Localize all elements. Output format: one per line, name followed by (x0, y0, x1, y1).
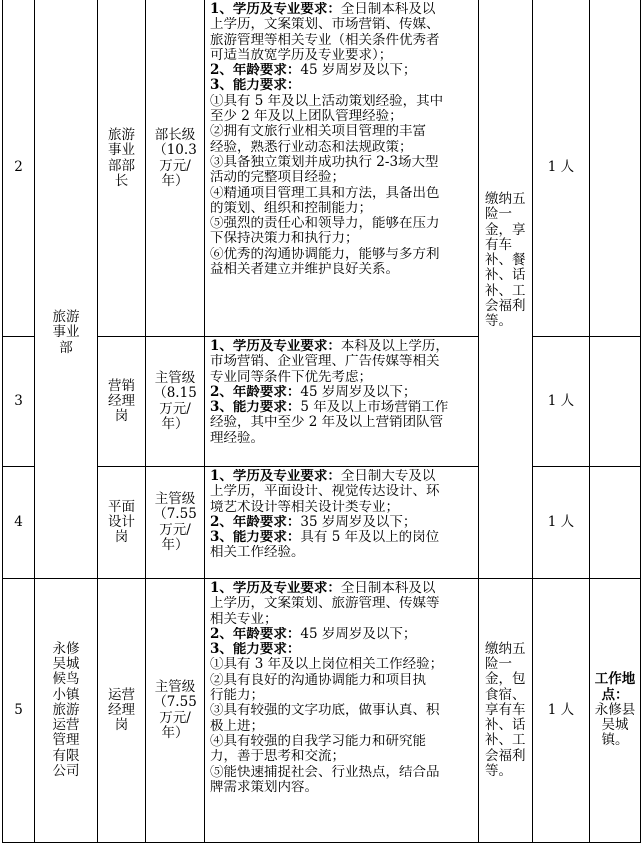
requirement-text: 45 岁周岁及以下； (300, 626, 417, 642)
requirement-line (210, 48, 474, 63)
level-text: 主管级（7.55万元/年） (153, 678, 197, 741)
requirement-text: 本科及以上学历， (340, 339, 449, 354)
requirement-text: ③具有较强的文字功底，做事认真、积 (210, 703, 440, 719)
requirement-line (210, 170, 474, 185)
requirement-text: 行能力； (210, 688, 264, 704)
row-number: 4 (3, 467, 35, 579)
note-text: 永修县吴城镇。 (594, 701, 636, 749)
requirement-line (210, 140, 474, 155)
requirement-line (210, 201, 474, 216)
requirement-line (210, 612, 474, 627)
requirement-heading: 2、年龄要求： (210, 384, 301, 400)
requirement-text: 上学历，平面设计、视觉传达设计、环 (210, 484, 440, 500)
requirement-text: 相关专业； (210, 611, 278, 627)
requirement-line (210, 780, 474, 795)
requirement-line (210, 370, 474, 385)
requirement-text: 经验，熟悉行业动态和法规政策； (210, 139, 413, 155)
row-number: 3 (3, 337, 35, 467)
requirement-text: 相关工作经验。 (210, 545, 305, 561)
requirement-line (210, 734, 474, 749)
requirement-line (210, 530, 474, 545)
requirement-text: 全日制大专及以 (340, 469, 436, 484)
requirement-text: 下保持决策力和执行力； (210, 231, 359, 247)
level-text: 主管级（7.55万元/年） (153, 490, 197, 553)
requirement-line (210, 262, 474, 277)
requirement-line (210, 247, 474, 262)
position-name: 营销经理岗 (108, 377, 135, 425)
requirement-heading: 3、能力要求： (210, 400, 301, 416)
position-cell (98, 337, 146, 467)
requirement-text: ⑤强烈的责任心和领导力，能够在压力 (210, 216, 440, 232)
department-name: 永修吴城候鸟小镇旅游运营管理有限公司 (52, 640, 80, 780)
requirement-line (210, 155, 474, 170)
requirement-line (210, 231, 474, 246)
requirements-cell (205, 467, 479, 579)
requirement-text: 可适当放宽学历及专业要求）； (210, 47, 393, 63)
headcount: 1 人 (533, 579, 590, 843)
level-cell (146, 337, 205, 467)
department-cell (35, 579, 98, 843)
requirement-text: ①具有 3 年及以上岗位相关工作经验； (210, 657, 444, 673)
requirement-text: 极上进； (210, 718, 264, 734)
requirement-line (210, 415, 474, 430)
level-cell (146, 579, 205, 843)
requirement-line (210, 94, 474, 109)
headcount: 1 人 (533, 0, 590, 337)
requirement-text: 35 岁周岁及以下； (300, 514, 417, 530)
requirement-line (210, 719, 474, 734)
requirement-text: 旅游管理等相关专业（相关条件优秀者 (210, 32, 440, 48)
requirement-line (210, 688, 474, 703)
headcount: 1 人 (533, 337, 590, 467)
requirement-line (210, 385, 474, 400)
requirement-heading: 1、学历及专业要求： (210, 469, 341, 484)
requirements-cell (205, 337, 479, 467)
requirement-text: 45 岁周岁及以下； (300, 63, 417, 79)
row-number: 2 (3, 0, 35, 337)
position-name: 运营经理岗 (108, 686, 135, 734)
benefits-cell (479, 0, 533, 579)
requirement-text: 全日制本科及以 (340, 581, 436, 596)
level-cell (146, 0, 205, 337)
requirement-text: 市场营销、企业管理、广告传媒等相关 (210, 354, 440, 370)
requirement-heading: 1、学历及专业要求： (210, 581, 341, 596)
requirement-line (210, 500, 474, 515)
position-name: 平面设计岗 (108, 498, 135, 546)
requirement-line (210, 765, 474, 780)
requirement-text: 专业同等条件下优先考虑； (210, 369, 372, 385)
note-label: 工作地点： (594, 671, 636, 703)
row-number: 5 (3, 579, 35, 843)
requirement-text: 理经验。 (210, 430, 264, 446)
requirement-line (210, 469, 474, 484)
department-name: 旅游事业部 (52, 309, 80, 356)
requirement-text: ③具备独立策划并成功执行 2-3场大型 (210, 154, 439, 170)
requirement-text: 上学历，文案策划、市场营销、传媒、 (210, 17, 440, 33)
requirement-heading: 3、能力要求： (210, 530, 301, 546)
requirement-text: ⑤能快速捕捉社会、行业热点，结合品 (210, 764, 440, 780)
requirement-text: 牌需求策划内容。 (210, 779, 318, 795)
requirement-line (210, 749, 474, 764)
requirement-text: 的策划、组织和控制能力； (210, 200, 372, 216)
requirement-text: ②拥有文旅行业相关项目管理的丰富 (210, 124, 426, 140)
requirement-line (210, 354, 474, 369)
requirement-text: 全日制本科及以 (340, 2, 436, 17)
requirement-text: 具有 5 年及以上的岗位 (300, 530, 440, 546)
requirement-text: 经验，其中至少 2 年及以上营销团队管 (210, 415, 444, 431)
requirements-cell (205, 579, 479, 843)
requirement-text: ②具有良好的沟通协调能力和项目执 (210, 672, 426, 688)
requirement-text: ①具有 5 年及以上活动策划经验，其中 (210, 93, 444, 109)
table-row (3, 0, 641, 337)
benefits-cell (479, 579, 533, 843)
position-cell (98, 0, 146, 337)
requirement-text: 力，善于思考和交流； (210, 749, 345, 765)
department-cell (35, 0, 98, 579)
benefits-text: 缴纳五险一金，享有车补、餐补、话补、工会福利等。 (485, 191, 526, 330)
requirement-line (210, 78, 474, 93)
position-cell (98, 467, 146, 579)
position-cell (98, 579, 146, 843)
benefits-text: 缴纳五险一金，包食宿、享有车补、话补、工会福利等。 (485, 640, 526, 780)
level-text: 主管级（8.15万元/年） (153, 369, 197, 432)
job-table (2, 0, 641, 843)
requirement-line (210, 703, 474, 718)
requirement-line (210, 581, 474, 596)
requirement-line (210, 515, 474, 530)
requirement-line (210, 627, 474, 642)
requirement-line (210, 484, 474, 499)
note-cell (590, 0, 641, 337)
requirement-line (210, 63, 474, 78)
note-cell (590, 467, 641, 579)
requirement-line (210, 642, 474, 657)
requirement-text: 5 年及以上市场营销工作 (300, 400, 449, 416)
requirement-text: 至少 2 年及以上团队管理经验； (210, 109, 403, 125)
requirement-text: 境艺术设计等相关设计类专业； (210, 499, 399, 515)
requirements-cell (205, 0, 479, 337)
requirement-line (210, 17, 474, 32)
requirement-line (210, 596, 474, 611)
requirement-line (210, 431, 474, 446)
position-name: 旅游事业部部长 (108, 127, 135, 189)
requirement-heading: 3、能力要求： (210, 642, 301, 658)
requirement-line (210, 400, 474, 415)
requirement-heading: 2、年龄要求： (210, 626, 301, 642)
requirement-line (210, 216, 474, 231)
requirement-line (210, 186, 474, 201)
requirement-text: 上学历，文案策划、旅游管理、传媒等 (210, 596, 440, 612)
requirement-line (210, 339, 474, 354)
requirement-text: 益相关者建立并维护良好关系。 (210, 262, 399, 278)
requirement-line (210, 2, 474, 17)
requirement-heading: 1、学历及专业要求： (210, 339, 341, 354)
requirement-line (210, 673, 474, 688)
requirement-line (210, 124, 474, 139)
requirement-text: 45 岁周岁及以下； (300, 384, 417, 400)
requirement-heading: 1、学历及专业要求： (210, 2, 341, 17)
requirement-heading: 2、年龄要求： (210, 63, 301, 79)
table-row (3, 337, 641, 467)
note-cell (590, 337, 641, 467)
headcount: 1 人 (533, 467, 590, 579)
requirement-line (210, 657, 474, 672)
requirement-line (210, 109, 474, 124)
requirement-heading: 3、能力要求： (210, 78, 301, 94)
requirement-text: ④具有较强的自我学习能力和研究能 (210, 733, 426, 749)
requirement-text: ④精通项目管理工具和方法，具备出色 (210, 185, 440, 201)
requirement-line (210, 545, 474, 560)
requirement-text: ⑥优秀的沟通协调能力，能够与多方利 (210, 246, 440, 262)
requirement-text: 活动的完整项目经验； (210, 170, 345, 186)
table-row (3, 467, 641, 579)
level-cell (146, 467, 205, 579)
requirement-line (210, 33, 474, 48)
requirement-heading: 2、年龄要求： (210, 514, 301, 530)
note-cell (590, 579, 641, 843)
table-row (3, 579, 641, 843)
level-text: 部长级（10.3万元/年） (153, 127, 197, 189)
